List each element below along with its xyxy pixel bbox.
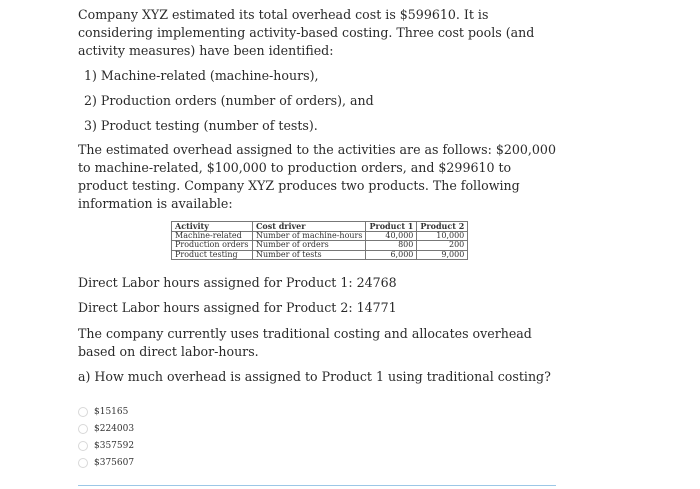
radio-button[interactable] bbox=[78, 424, 88, 434]
cost-pool-2: 2) Production orders (number of orders), and bbox=[84, 93, 374, 108]
cell-cost-driver: Number of tests bbox=[253, 250, 366, 260]
question-content bbox=[78, 6, 558, 386]
answer-option[interactable] bbox=[78, 420, 134, 437]
direct-labor-product-2: Direct Labor hours assigned for Product 2: 14771 bbox=[78, 300, 397, 316]
answer-option[interactable] bbox=[78, 403, 134, 420]
method-paragraph: The company currently uses traditional costing and allocates overhead based on direct labor-hours. bbox=[78, 326, 532, 360]
header-product-1: Product 1 bbox=[366, 222, 417, 232]
cell-product-2: 10,000 bbox=[417, 231, 468, 241]
cell-product-2: 200 bbox=[417, 241, 468, 251]
answer-option[interactable] bbox=[78, 437, 134, 454]
radio-button[interactable] bbox=[78, 458, 88, 468]
cell-product-2: 9,000 bbox=[417, 250, 468, 260]
answer-options bbox=[78, 403, 134, 471]
cell-activity: Product testing bbox=[172, 250, 253, 260]
header-cost-driver: Cost driver bbox=[253, 222, 366, 232]
activity-table-wrapper bbox=[171, 221, 558, 260]
table-row bbox=[172, 250, 468, 260]
option-label: $375607 bbox=[94, 457, 135, 468]
assignment-paragraph: The estimated overhead assigned to the activities are as follows: $200,000 to machine-related, $100,000 to production orders, and $299610 to product testing. Company XYZ produces two products. The following information is available: bbox=[78, 142, 556, 211]
radio-button[interactable] bbox=[78, 407, 88, 417]
cell-activity: Production orders bbox=[172, 241, 253, 251]
cell-cost-driver: Number of machine-hours bbox=[253, 231, 366, 241]
option-label: $357592 bbox=[94, 440, 135, 451]
option-label: $224003 bbox=[94, 423, 135, 434]
divider-line bbox=[78, 485, 556, 486]
cost-pool-3: 3) Product testing (number of tests). bbox=[84, 118, 318, 133]
header-activity: Activity bbox=[172, 222, 253, 232]
cell-cost-driver: Number of orders bbox=[253, 241, 366, 251]
activity-table bbox=[171, 221, 468, 260]
cell-product-1: 6,000 bbox=[366, 250, 417, 260]
cell-product-1: 40,000 bbox=[366, 231, 417, 241]
option-label: $15165 bbox=[94, 406, 129, 417]
table-header-row bbox=[172, 222, 468, 232]
question-text: a) How much overhead is assigned to Product 1 using traditional costing? bbox=[78, 369, 551, 385]
cell-activity: Machine-related bbox=[172, 231, 253, 241]
answer-option[interactable] bbox=[78, 454, 134, 471]
table-row bbox=[172, 241, 468, 251]
radio-button[interactable] bbox=[78, 441, 88, 451]
header-product-2: Product 2 bbox=[417, 222, 468, 232]
cost-pool-1: 1) Machine-related (machine-hours), bbox=[84, 68, 319, 83]
direct-labor-product-1: Direct Labor hours assigned for Product 1: 24768 bbox=[78, 275, 397, 291]
cell-product-1: 800 bbox=[366, 241, 417, 251]
intro-paragraph: Company XYZ estimated its total overhead cost is $599610. It is considering implementing activity-based costing. Three cost pools (and activity measures) have been identified: bbox=[78, 7, 535, 58]
